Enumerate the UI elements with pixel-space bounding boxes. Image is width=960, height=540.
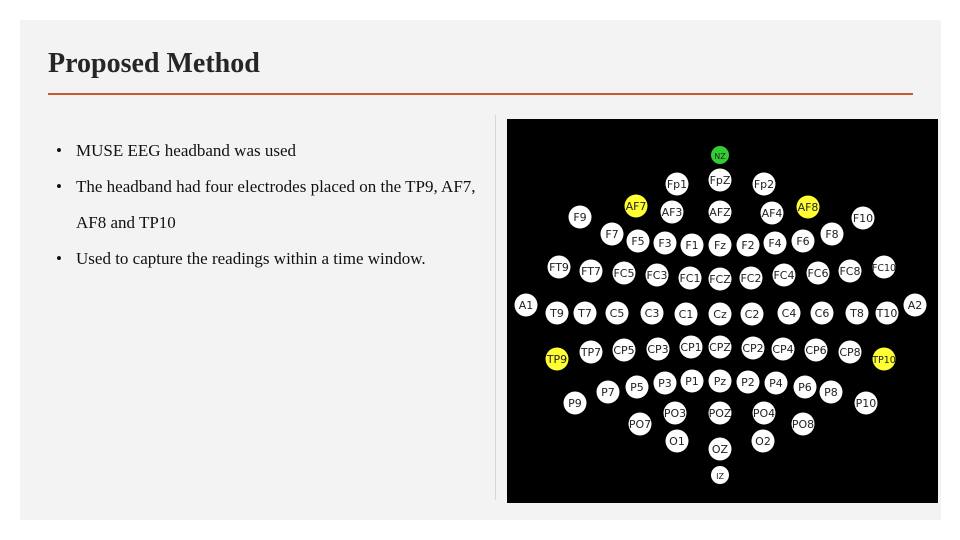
electrode-label: P8 — [824, 386, 838, 399]
electrode-label: IZ — [716, 472, 724, 481]
electrode-label: Cz — [713, 308, 727, 321]
electrode-fc10 — [872, 256, 896, 279]
electrode-label: FC4 — [773, 269, 795, 282]
electrode-label: P9 — [568, 397, 582, 410]
electrode-label: FCZ — [709, 273, 731, 286]
bullet-item: • MUSE EEG headband was used — [56, 133, 496, 169]
electrode-label: P5 — [630, 381, 644, 394]
slide-title: Proposed Method — [48, 48, 260, 79]
electrode-label: FC2 — [740, 272, 762, 285]
electrode-p1 — [681, 370, 704, 393]
electrode-label: CPZ — [709, 341, 731, 354]
electrode-f6 — [792, 230, 815, 253]
electrode-label: T9 — [550, 307, 564, 320]
electrode-a2 — [904, 294, 927, 317]
eeg-electrode-diagram — [507, 119, 938, 503]
electrode-p3 — [654, 372, 677, 395]
electrode-fc5 — [613, 262, 636, 285]
electrode-label: CP8 — [839, 346, 861, 359]
electrode-fp1 — [666, 173, 689, 196]
electrode-fc4 — [773, 264, 796, 287]
electrode-label: F7 — [605, 228, 619, 241]
electrode-f2 — [737, 234, 760, 257]
electrode-a1 — [515, 294, 538, 317]
electrode-label: F1 — [685, 239, 699, 252]
electrode-label: O2 — [755, 435, 771, 448]
electrode-po4 — [753, 402, 776, 425]
electrode-label: FC10 — [871, 263, 897, 274]
electrode-fc2 — [740, 267, 763, 290]
electrode-label: FpZ — [709, 174, 731, 187]
electrode-cp4 — [772, 338, 795, 361]
electrode-label: AF8 — [797, 201, 819, 214]
electrode-c5 — [606, 302, 629, 325]
electrode-c4 — [778, 302, 801, 325]
electrode-fc3 — [646, 264, 669, 287]
electrode-label: O1 — [669, 435, 685, 448]
electrode-po8 — [792, 413, 815, 436]
electrode-fc1 — [679, 267, 702, 290]
electrode-label: AF3 — [661, 206, 683, 219]
electrode-label: F4 — [768, 237, 782, 250]
electrode-label: Pz — [713, 375, 727, 388]
electrode-label: F6 — [796, 235, 810, 248]
electrode-label: OZ — [711, 443, 729, 456]
electrode-oz — [709, 438, 732, 461]
electrode-label: CP1 — [680, 341, 702, 354]
electrode-f10 — [852, 207, 875, 230]
electrode-p8 — [820, 381, 843, 404]
electrode-f8 — [821, 223, 844, 246]
slide — [20, 20, 941, 520]
electrode-t8 — [846, 302, 869, 325]
electrode-cp2 — [742, 337, 765, 360]
electrode-t7 — [574, 302, 597, 325]
electrode-label: FC5 — [613, 267, 635, 280]
electrode-label: C6 — [814, 307, 830, 320]
electrode-label: T8 — [850, 307, 864, 320]
electrode-po7 — [629, 413, 652, 436]
electrode-label: TP7 — [580, 346, 602, 359]
electrode-p5 — [626, 376, 649, 399]
electrode-label: AF4 — [761, 207, 783, 220]
electrode-fz — [709, 234, 732, 257]
electrode-c3 — [641, 302, 664, 325]
electrode-label: PO4 — [752, 407, 776, 420]
electrode-label: POZ — [708, 407, 732, 420]
bullet-list — [56, 133, 496, 277]
electrode-nz — [711, 146, 729, 164]
electrode-label: Fz — [713, 239, 727, 252]
bullet-item: • Used to capture the readings within a time window. — [56, 241, 496, 277]
electrode-label: NZ — [714, 152, 726, 161]
electrode-label: C2 — [744, 308, 760, 321]
electrode-label: P1 — [685, 375, 699, 388]
electrode-label: FC6 — [807, 267, 829, 280]
electrode-cp8 — [839, 341, 862, 364]
electrode-label: TP9 — [546, 353, 568, 366]
electrode-label: T7 — [578, 307, 592, 320]
electrode-f5 — [627, 230, 650, 253]
electrode-f4 — [764, 232, 787, 255]
electrode-af7 — [625, 195, 648, 218]
electrode-p2 — [737, 371, 760, 394]
electrode-fpz — [709, 169, 732, 192]
electrode-fp2 — [753, 173, 776, 196]
electrode-af8 — [797, 196, 820, 219]
electrode-cp6 — [805, 339, 828, 362]
electrode-label: C3 — [644, 307, 660, 320]
electrode-label: C5 — [609, 307, 625, 320]
electrode-tp10 — [871, 348, 896, 371]
electrode-cz — [709, 303, 732, 326]
electrode-p4 — [765, 372, 788, 395]
electrode-label: F5 — [631, 235, 645, 248]
electrode-label: FT7 — [581, 265, 601, 278]
electrode-label: PO8 — [791, 418, 815, 431]
electrode-po3 — [664, 402, 687, 425]
electrode-label: F10 — [852, 212, 874, 225]
electrode-label: TP10 — [872, 355, 896, 366]
electrode-f3 — [654, 232, 677, 255]
electrode-af4 — [761, 202, 784, 225]
electrode-p10 — [855, 392, 878, 415]
electrode-label: P3 — [658, 377, 672, 390]
electrode-label: C1 — [678, 308, 694, 321]
electrode-label: PO3 — [663, 407, 687, 420]
electrode-label: AF7 — [625, 200, 647, 213]
electrode-c1 — [675, 303, 698, 326]
electrode-af3 — [661, 201, 684, 224]
electrode-label: A2 — [907, 299, 923, 312]
electrode-ft7 — [580, 260, 603, 283]
electrode-label: CP5 — [613, 344, 635, 357]
electrode-label: P7 — [601, 386, 615, 399]
electrode-pz — [709, 370, 732, 393]
electrode-label: PO7 — [628, 418, 652, 431]
electrode-c6 — [811, 302, 834, 325]
electrode-label: FC1 — [679, 272, 701, 285]
electrode-cpz — [709, 336, 732, 359]
electrode-poz — [709, 402, 732, 425]
electrode-label: P2 — [741, 376, 755, 389]
bullet-item: • The headband had four electrodes placed on the TP9, AF7, AF8 and TP10 — [56, 169, 496, 241]
title-divider — [48, 93, 913, 95]
electrode-label: AFZ — [709, 206, 731, 219]
electrode-c2 — [741, 303, 764, 326]
electrode-iz — [711, 466, 729, 484]
electrode-label: C4 — [781, 307, 797, 320]
electrode-f1 — [681, 234, 704, 257]
electrode-label: CP3 — [647, 343, 669, 356]
electrode-f9 — [569, 206, 592, 229]
electrode-p6 — [794, 376, 817, 399]
electrode-label: Fp1 — [666, 178, 688, 191]
electrode-label: FC8 — [839, 265, 861, 278]
electrode-cp3 — [647, 338, 670, 361]
electrode-t10 — [876, 302, 899, 325]
electrode-label: F2 — [741, 239, 755, 252]
electrode-afz — [709, 201, 732, 224]
electrode-cp5 — [613, 339, 636, 362]
electrode-label: F3 — [658, 237, 672, 250]
electrode-f7 — [601, 223, 624, 246]
electrode-tp9 — [546, 348, 569, 371]
electrode-label: FC3 — [646, 269, 668, 282]
electrode-label: CP2 — [742, 342, 764, 355]
electrode-tp7 — [580, 341, 603, 364]
electrode-label: A1 — [518, 299, 534, 312]
electrode-fcz — [709, 268, 732, 291]
electrode-fc6 — [807, 262, 830, 285]
electrode-fc8 — [839, 260, 862, 283]
electrode-label: P10 — [855, 397, 877, 410]
electrode-label: CP4 — [772, 343, 794, 356]
electrode-cp1 — [680, 336, 703, 359]
electrode-label: CP6 — [805, 344, 827, 357]
electrode-t9 — [546, 302, 569, 325]
electrode-o2 — [752, 430, 775, 453]
column-divider — [495, 115, 496, 500]
electrode-label: F9 — [573, 211, 587, 224]
electrode-label: FT9 — [549, 261, 569, 274]
electrode-label: F8 — [825, 228, 839, 241]
electrode-ft9 — [548, 256, 571, 279]
electrode-p9 — [564, 392, 587, 415]
eeg-electrode-map — [507, 119, 938, 503]
electrode-label: T10 — [876, 307, 898, 320]
electrode-p7 — [597, 381, 620, 404]
electrode-label: Fp2 — [753, 178, 775, 191]
electrode-label: P6 — [798, 381, 812, 394]
electrode-label: P4 — [769, 377, 783, 390]
electrode-o1 — [666, 430, 689, 453]
